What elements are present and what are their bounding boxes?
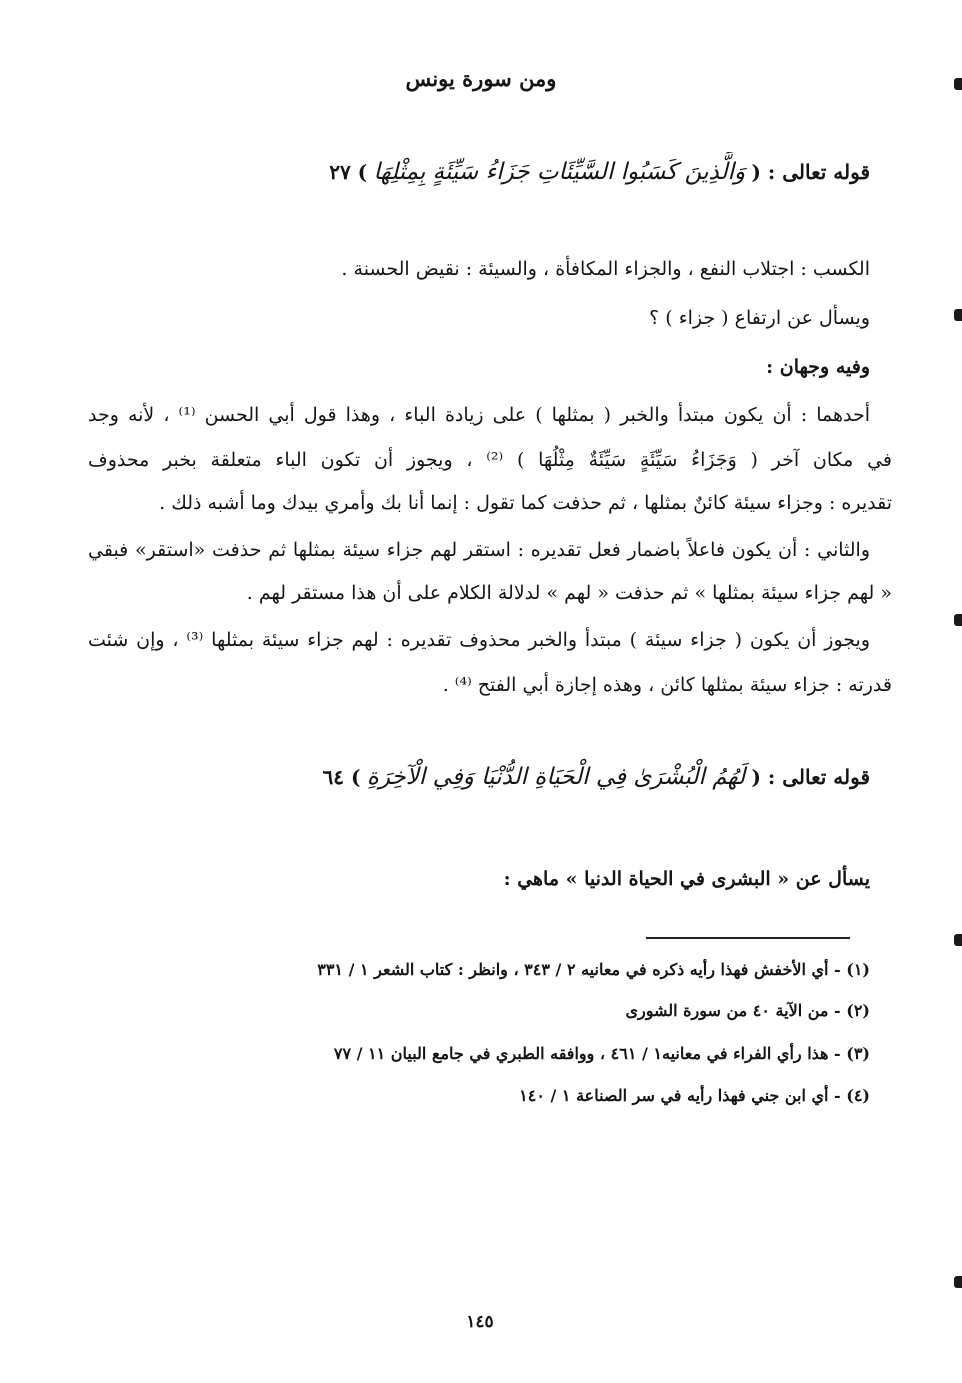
verse-number: ) ٦٤	[322, 765, 361, 789]
paragraph-line: « لهم جزاء سيئة بمثلها » ثم حذفت « لهم » لدلالة الكلام على أن هذا مستقر لهم .	[246, 582, 892, 604]
scan-edge-mark	[954, 614, 962, 626]
aspects-heading: وفيه وجهان :	[766, 356, 870, 378]
verse-heading-27	[310, 152, 870, 192]
paragraph-line: قدرته : جزاء سيئة بمثلها كائن ، وهذه إجازة أبي الفتح ⁽⁴⁾ .	[442, 674, 892, 696]
footnote-2: (٢) - من الآية ٤٠ من سورة الشورى	[625, 1001, 870, 1020]
scan-edge-mark	[954, 78, 962, 90]
scan-edge-mark	[954, 1276, 962, 1288]
scan-edge-mark	[954, 309, 962, 321]
definition-line: الكسب : اجتلاب النفع ، والجزاء المكافأة ، والسيئة : نقيض الحسنة .	[341, 258, 870, 280]
quran-verse-text: وَالَّذِينَ كَسَبُوا السَّيِّئَاتِ جَزَاءُ سَيِّئَةٍ بِمِثْلِهَا	[373, 159, 746, 185]
verse-intro: قوله تعالى : (	[751, 160, 870, 184]
paragraph-line: في مكان آخر ( وَجَزَاءُ سَيِّئَةٍ سَيِّئَةٌ مِثْلُهَا ) ⁽²⁾ ، ويجوز أن تكون الباء متعلقة بخبر محذوف	[88, 449, 892, 471]
paragraph-line: أحدهما : أن يكون مبتدأ والخبر ( بمثلها ) على زيادة الباء ، وهذا قول أبي الحسن ⁽¹⁾ ، لأنه وجد	[88, 404, 870, 426]
page-number: ١٤٥	[466, 1312, 494, 1332]
scan-edge-mark	[954, 934, 962, 946]
footnote-divider	[646, 937, 850, 939]
paragraph-line: تقديره : وجزاء سيئة كائنٌ بمثلها ، ثم حذفت كما تقول : إنما أنا بك وأمري بيدك وما أشبه ذلك .	[159, 492, 892, 514]
question-line: ويسأل عن ارتفاع ( جزاء ) ؟	[649, 307, 870, 329]
page-title: ومن سورة يونس	[405, 66, 557, 91]
verse-number: ) ٢٧	[329, 160, 368, 184]
quran-verse-text: لَهُمُ الْبُشْرَىٰ فِي الْحَيَاةِ الدُّنْيَا وَفِي الْآخِرَةِ	[366, 764, 746, 790]
paragraph-line: والثاني : أن يكون فاعلاً باضمار فعل تقديره : استقر لهم جزاء سيئة بمثلها ثم حذفت «استقر» فبقي	[88, 539, 870, 561]
verse-intro: قوله تعالى : (	[751, 765, 870, 789]
footnote-1: (١) - أي الأخفش فهذا رأيه ذكره في معانيه ٢ / ٣٤٣ ، وانظر : كتاب الشعر ١ / ٣٣١	[317, 960, 870, 979]
verse-heading-64	[300, 757, 870, 797]
footnote-4: (٤) - أي ابن جني فهذا رأيه في سر الصناعة ١ / ١٤٠	[519, 1086, 870, 1105]
footnote-3: (٣) - هذا رأي الفراء في معانيه١ / ٤٦١ ، ووافقه الطبري في جامع البيان ١١ / ٧٧	[333, 1044, 870, 1063]
paragraph-line: ويجوز أن يكون ( جزاء سيئة ) مبتدأ والخبر محذوف تقديره : لهم جزاء سيئة بمثلها ⁽³⁾ ، وإن شئت	[88, 629, 870, 651]
question-line: يسأل عن « البشرى في الحياة الدنيا » ماهي :	[503, 868, 870, 890]
